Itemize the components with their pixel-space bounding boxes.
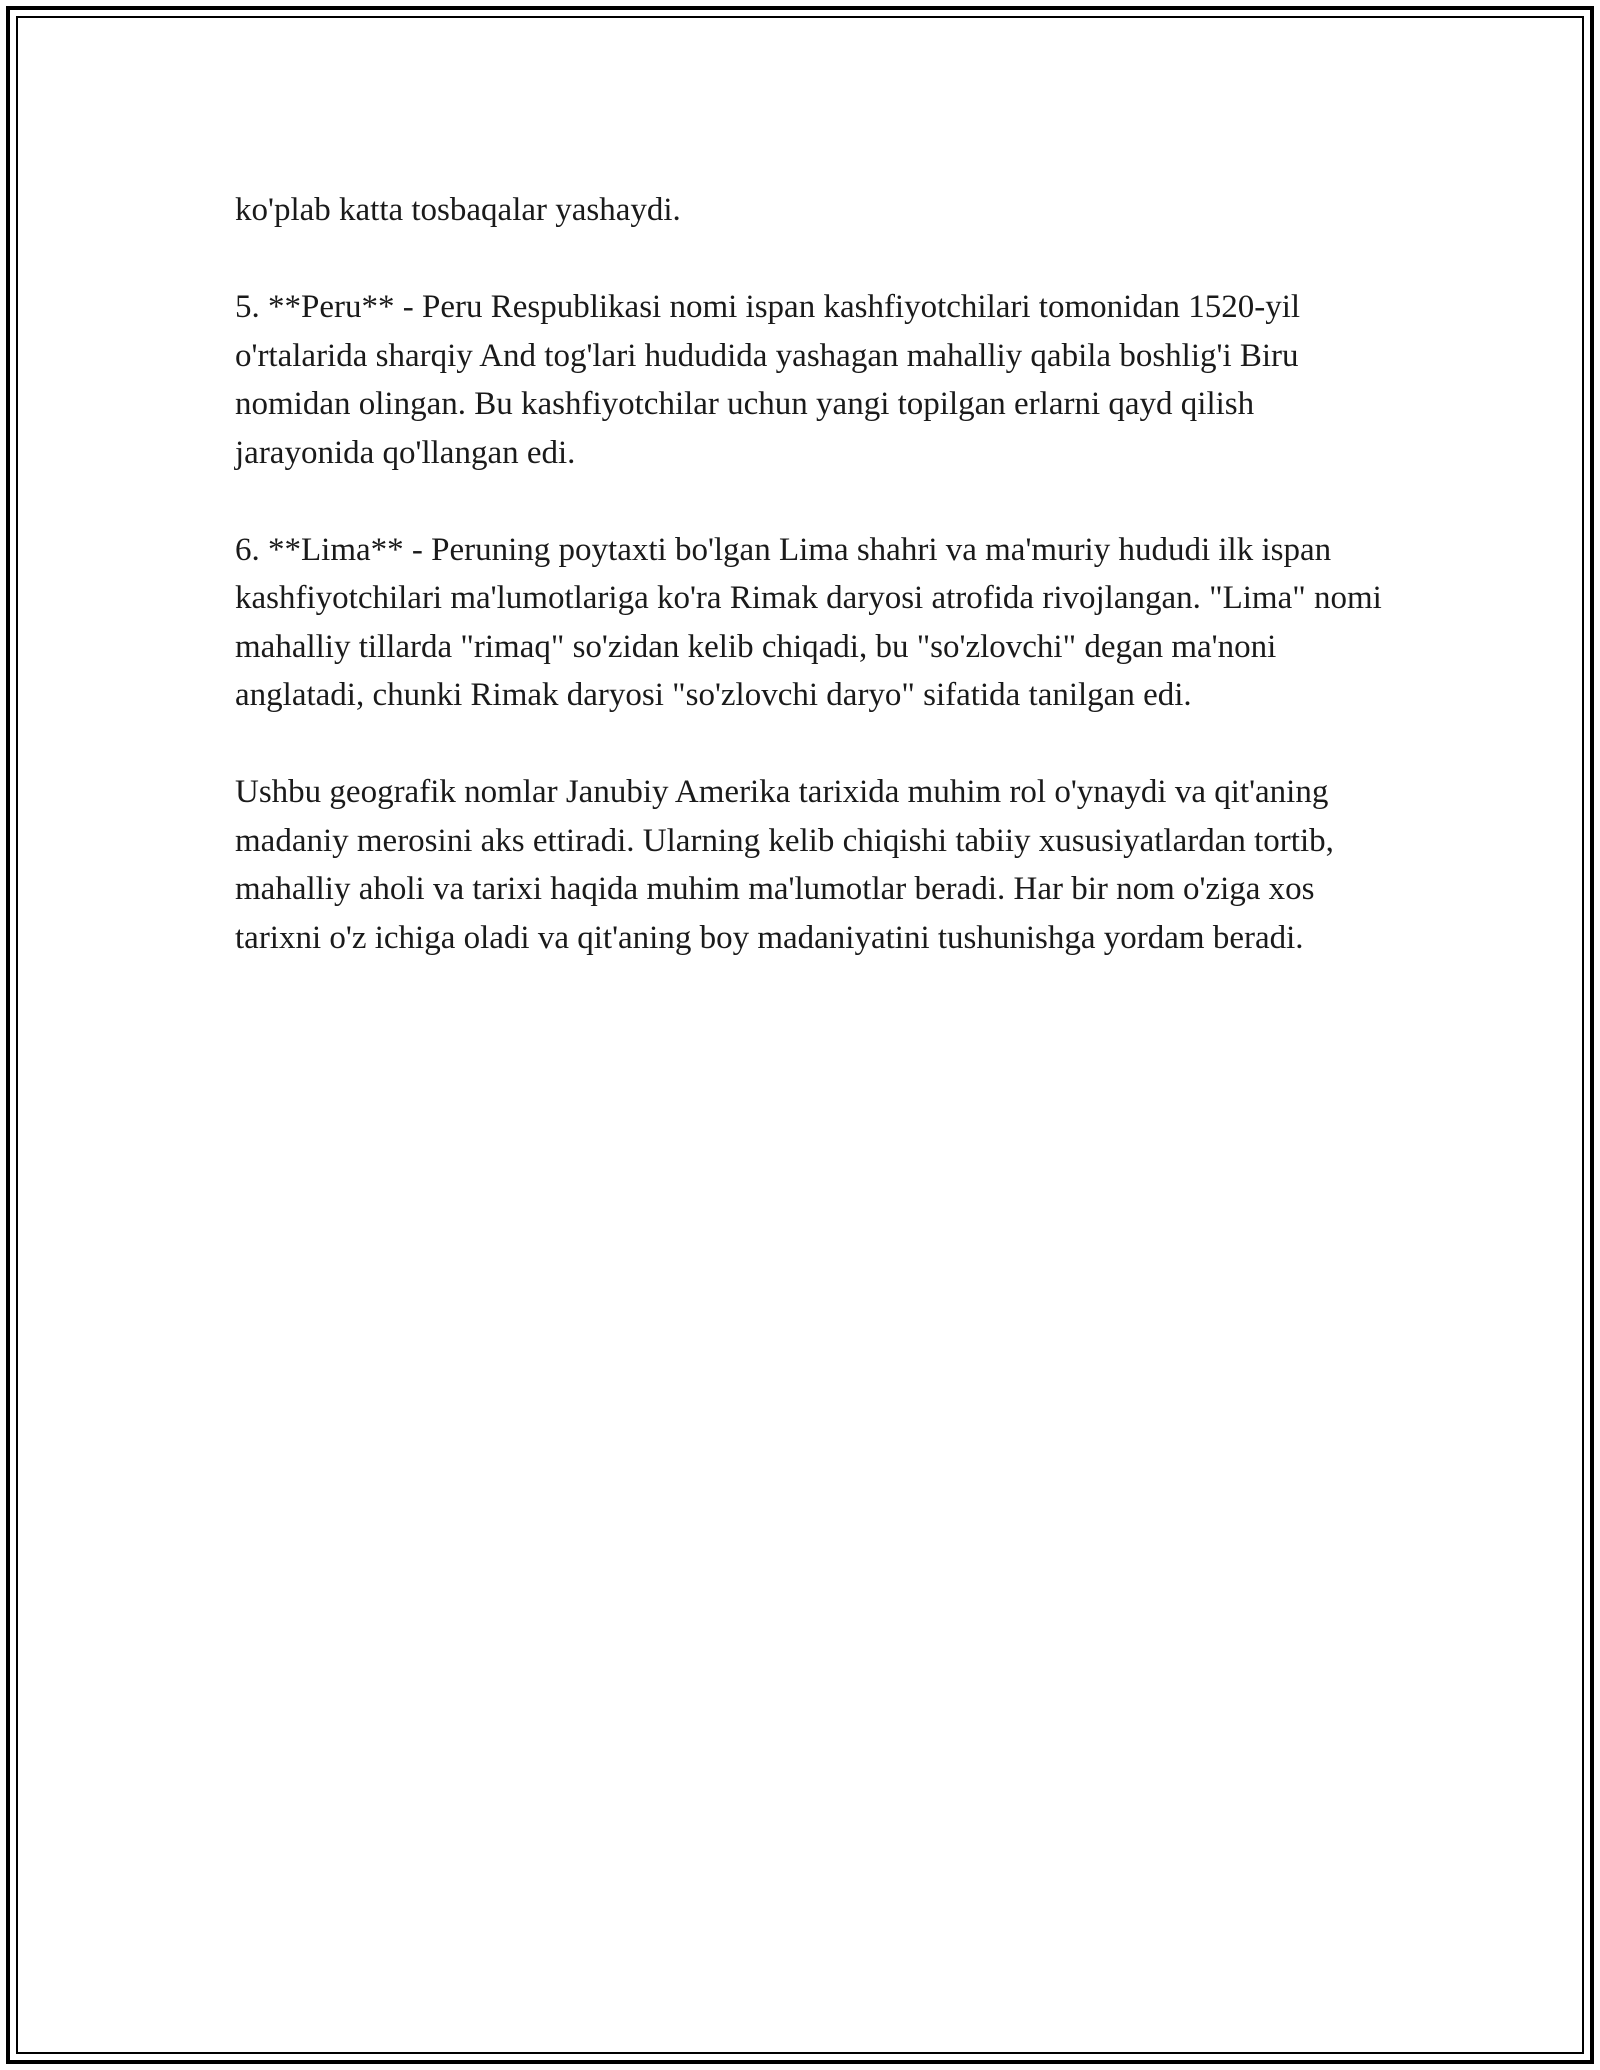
paragraph-lima: 6. **Lima** - Peruning poytaxti bo'lgan Lima shahri va ma'muriy hududi ilk ispan kashfiyotchilari ma'lumotlariga ko'ra Rimak daryosi atrofida rivojlangan. "Lima" nomi mahalliy tillarda "rimaq" so'zidan kelib chiqadi, bu "so'zlovchi" degan ma'noni anglatadi, chunki Rimak daryosi "so'zlovchi daryo" sifatida tanilgan edi. xyxy=(235,531,1382,713)
document-body xyxy=(235,186,1395,962)
paragraph-continuation: ko'plab katta tosbaqalar yashaydi. xyxy=(235,192,681,228)
paragraph-peru: 5. **Peru** - Peru Respublikasi nomi ispan kashfiyotchilari tomonidan 1520-yil o'rtalarida sharqiy And tog'lari hududida yashagan mahalliy qabila boshlig'i Biru nomidan olingan. Bu kashfiyotchilar uchun yangi topilgan erlarni qayd qilish jarayonida qo'llangan edi. xyxy=(235,289,1301,471)
paragraph-conclusion: Ushbu geografik nomlar Janubiy Amerika tarixida muhim rol o'ynaydi va qit'aning madaniy merosini aks ettiradi. Ularning kelib chiqishi tabiiy xususiyatlardan tortib, mahalliy aholi va tarixi haqida muhim ma'lumotlar beradi. Har bir nom o'ziga xos tarixni o'z ichiga oladi va qit'aning boy madaniyatini tushunishga yordam beradi. xyxy=(235,774,1334,956)
